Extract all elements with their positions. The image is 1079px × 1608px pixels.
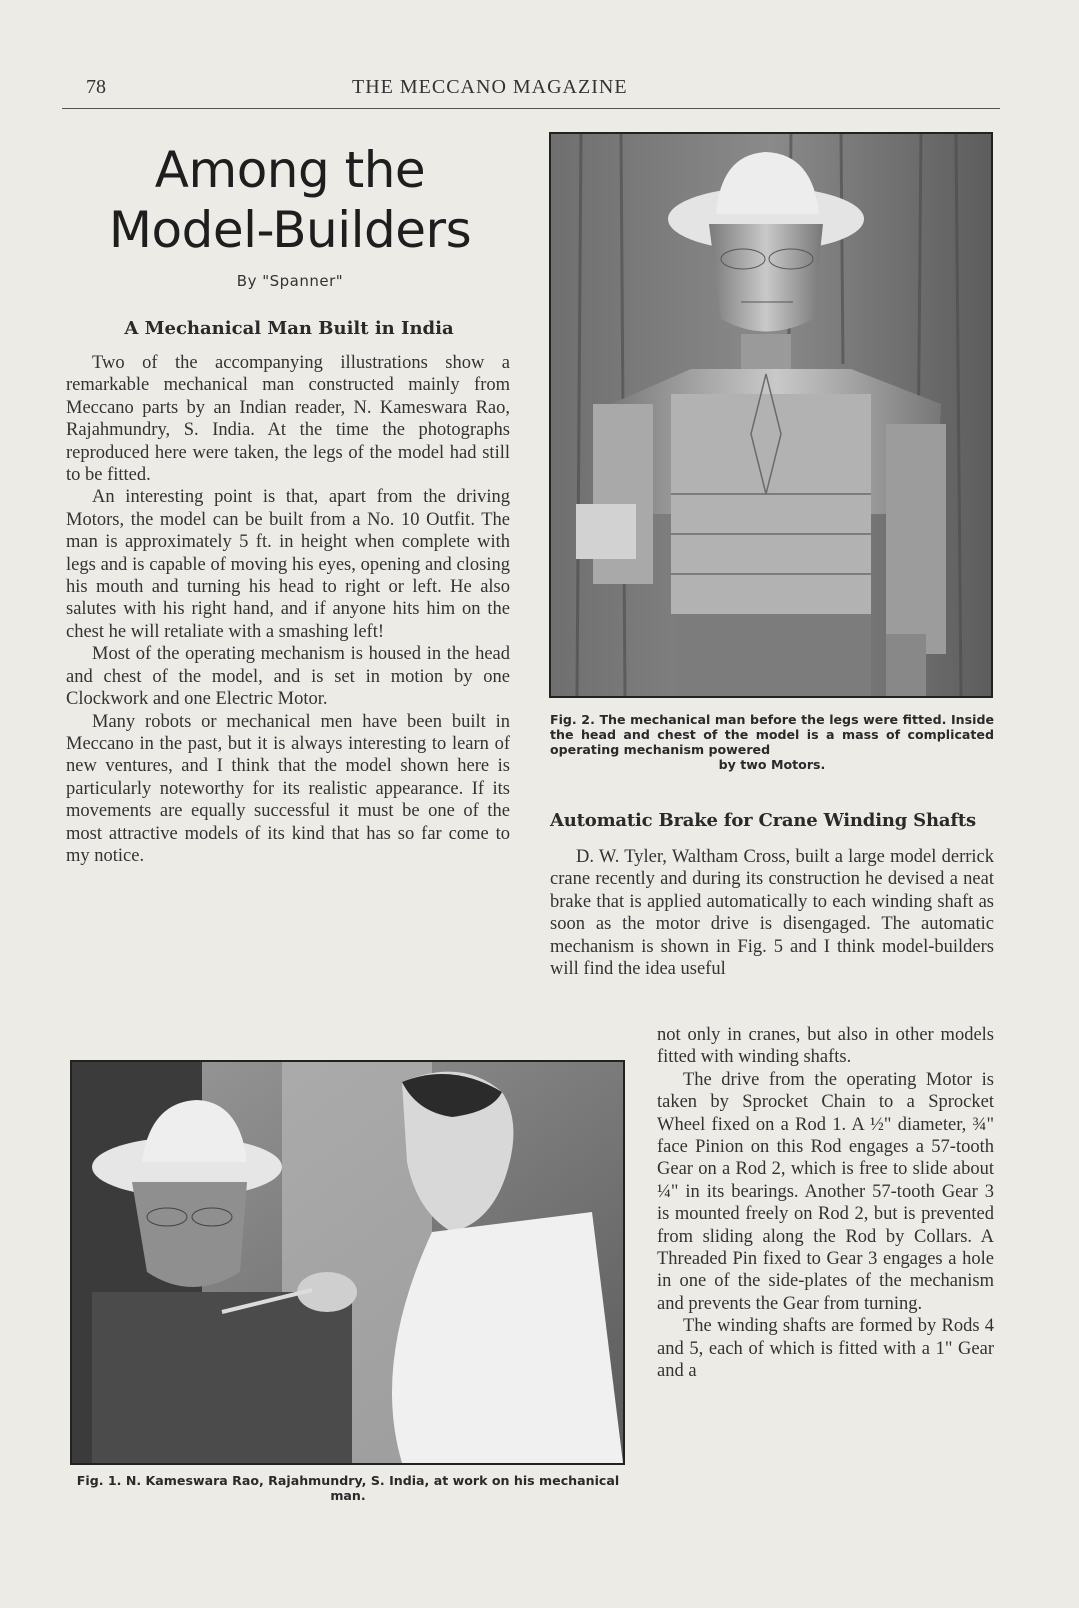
title-line-2: Model-Builders	[108, 201, 472, 259]
paragraph: The drive from the operating Motor is taken by Sprocket Chain to a Sprocket Wheel fixed on a Rod 1. A ½" diameter, ¾" face Pinion on this Rod engages a 57-tooth Gear on a Rod 2, which is free to slide about ¼" in its bearings. Another 57-tooth Gear 3 is mounted freely on Rod 2, but is prevented from sliding along the Rod by Collars. A Threaded Pin fixed to Gear 3 engages a hole in one of the side-plates of the mechanism and prevents the Gear from turning.	[657, 1069, 994, 1314]
section-body-crane-brake-full	[550, 846, 994, 980]
paragraph: Two of the accompanying illustrations show a remarkable mechanical man constructed mainly from Meccano parts by an Indian reader, N. Kameswara Rao, Rajahmundry, S. India. At the time the photographs reproduced here were taken, the legs of the model had still to be fitted.	[66, 353, 510, 486]
figure-1-photo	[70, 1060, 625, 1465]
header-rule	[62, 108, 1000, 109]
paragraph: Many robots or mechanical men have been built in Meccano in the past, but it is always interesting to learn of new ventures, and I think that the model shown here is particularly noteworthy for its realistic appearance. If its movements are equally successful it must be one of the most attractive models of its kind that has so far come to my notice.	[66, 711, 510, 866]
article-title	[62, 140, 518, 260]
figure-2-photo	[549, 132, 993, 698]
section-body-mechanical-man	[66, 352, 510, 867]
paragraph: An interesting point is that, apart from the driving Motors, the model can be built from a No. 10 Outfit. The man is approximately 5 ft. in height when complete with legs and is capable of moving his eyes, opening and closing his mouth and turning his head to right or left. He also salutes with his right hand, and if anyone hits him on the chest he will retaliate with a smashing left!	[66, 487, 510, 642]
paragraph: The winding shafts are formed by Rods 4 and 5, each of which is fitted with a 1" Gear and a	[657, 1316, 994, 1382]
paragraph: D. W. Tyler, Waltham Cross, built a large model derrick crane recently and during its construction he devised a neat brake that is applied automatically to each winding shaft as soon as the motor drive is disengaged. The automatic mechanism is shown in Fig. 5 and I think model-builders will find the idea useful	[550, 847, 994, 980]
figure-2-caption-main: Fig. 2. The mechanical man before the legs were fitted. Inside the head and chest of the model is a mass of complicated operating mechanism powered	[550, 712, 994, 757]
byline: By "Spanner"	[236, 272, 344, 290]
section-heading-crane-brake: Automatic Brake for Crane Winding Shafts	[550, 810, 976, 831]
figure-2-caption	[550, 712, 994, 772]
figure-2-caption-last: by two Motors.	[718, 757, 826, 772]
page-number: 78	[86, 76, 106, 98]
section-heading-mechanical-man: A Mechanical Man Built in India	[124, 318, 454, 339]
paragraph: not only in cranes, but also in other models fitted with winding shafts.	[657, 1025, 994, 1068]
title-line-1: Among the	[154, 141, 426, 199]
mechanical-man-photo	[551, 134, 991, 696]
paragraph: Most of the operating mechanism is housed in the head and chest of the model, and is set in motion by one Clockwork and one Electric Motor.	[66, 644, 510, 710]
figure-1-caption: Fig. 1. N. Kameswara Rao, Rajahmundry, S. India, at work on his mechanical man.	[76, 1473, 620, 1503]
section-body-crane-brake-narrow	[657, 1024, 994, 1383]
builder-at-work-photo	[72, 1062, 623, 1463]
running-title: THE MECCANO MAGAZINE	[352, 76, 628, 98]
